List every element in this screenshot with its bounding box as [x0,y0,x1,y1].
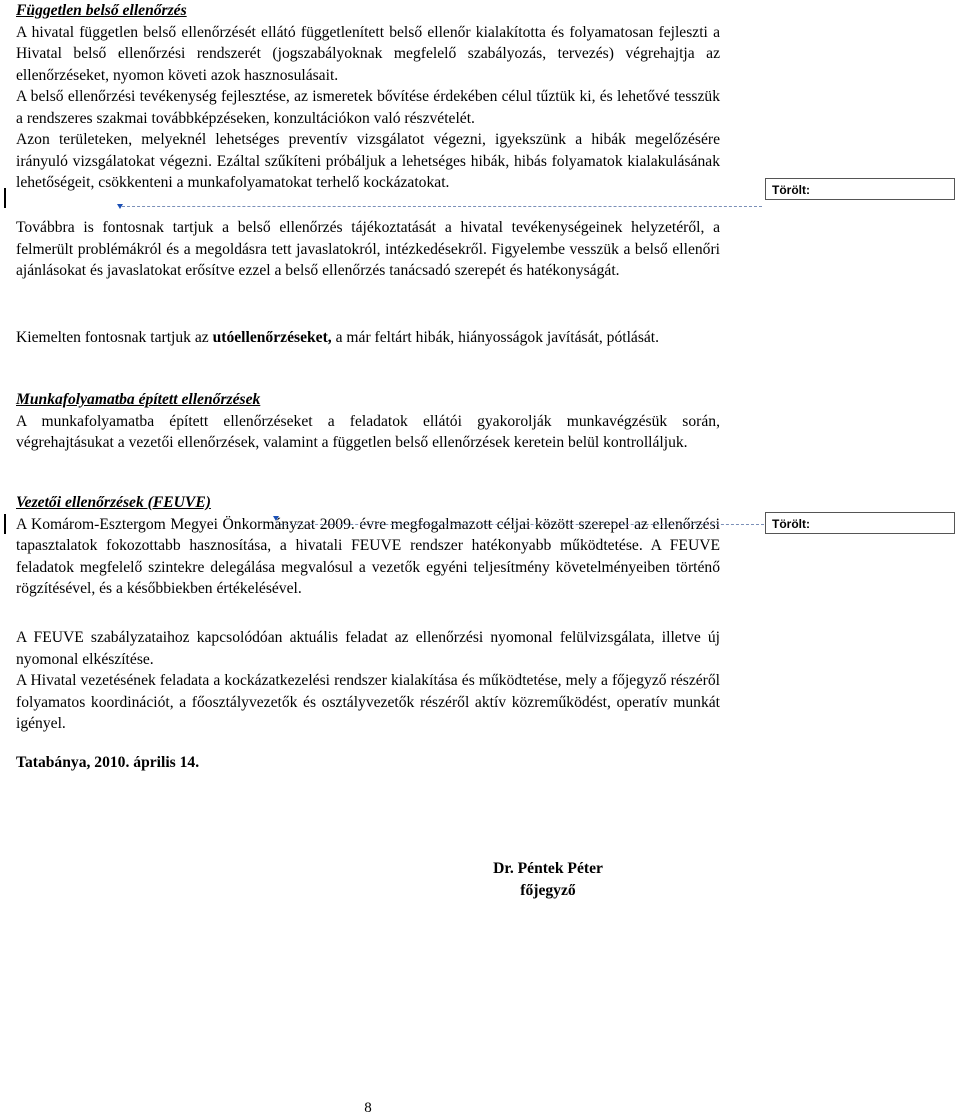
section-independent-audit [16,0,720,194]
paragraph: A hivatal független belső ellenőrzését ellátó függetlenített belső ellenőr kialakította és folyamatosan fejleszti a Hivatal belső ellenőrzési rendszerét (jogszabályoknak megfelelő szabályozás, tervezés) végrehajtja az ellenőrzéseket, nyomon követi azok hasznosulásait. [16,23,720,84]
signer-title: főjegyző [520,881,576,899]
text: a már feltárt hibák, hiányosságok javítását, pótlását. [331,329,660,346]
paragraph-follow-up [16,327,720,349]
heading-independent-audit: Független belső ellenőrzés [16,2,187,19]
place-date-text: Tatabánya, 2010. április 14. [16,754,200,771]
place-date [16,752,720,774]
paragraph: A Komárom-Esztergom Megyei Önkormányzat 2009. évre megfogalmazott céljai között szerepel az ellenőrzési tapasztalatok fokozottabb hasznosítása, a hivatali FEUVE rendszer hatékonyabb működtetése. A FEUVE feladatok megfelelő szintekre delegálása megvalósul a vezetők egyéni teljesítmény követelményeiben történő rögzítésével, és a későbbiekben értékelésével. [16,515,720,597]
text: Kiemelten fontosnak tartjuk az [16,329,213,346]
paragraph: Azon területeken, melyeknél lehetséges preventív vizsgálatot végezni, igyekszünk a hibák megelőzésére irányuló vizsgálatokat végezni. Ezáltal szűkíteni próbáljuk a lehetséges hibák, hibás folyamatok kialakulásának lehetőségeit, csökkenteni a munkafolyamatokat terhelő kockázatokat. [16,131,720,191]
section-independent-audit-cont [16,217,720,282]
comment-leader-line [280,524,764,525]
emphasis: utóellenőrzéseket, [212,329,332,346]
paragraph: A Hivatal vezetésének feladata a kockázatkezelési rendszer kialakítása és működtetése, mely a főjegyző részéről folyamatos koordinációt, a főosztályvezetők és osztályvezetők részéről aktív közreműködést, operatív munkát igényel. [16,672,720,732]
signature-block [440,858,656,901]
section-follow-up [16,327,720,349]
change-bar [4,188,6,208]
section-process-controls [16,389,720,454]
change-bar [4,514,6,534]
deleted-balloon[interactable]: Törölt: [765,178,955,200]
heading-process-controls: Munkafolyamatba épített ellenőrzések [16,391,261,408]
comment-leader-line [122,206,762,207]
signer-name: Dr. Péntek Péter [493,860,603,877]
heading-feuve: Vezetői ellenőrzések (FEUVE) [16,494,211,511]
page-number: 8 [364,1100,372,1116]
paragraph: A belső ellenőrzési tevékenység fejlesztése, az ismeretek bővítése érdekében célul tűztük ki, és lehetővé tesszük a rendszeres szakmai továbbképzéseken, konzultációkon való részvételét. [16,88,720,127]
paragraph: A munkafolyamatba épített ellenőrzéseket a feladatok ellátói gyakorolják munkavégzésük során, végrehajtásukat a vezetői ellenőrzések, valamint a független belső ellenőrzések keretein belül kontrolláljuk. [16,412,720,451]
deletion-marker-icon [273,516,279,521]
paragraph: Továbbra is fontosnak tartjuk a belső ellenőrzés tájékoztatását a hivatal tevékenységeinek helyzetéről, a felmerült problémákról és a megoldásra tett javaslatokról, intézkedésekről. Figyelembe vesszük a belső ellenőri ajánlásokat és javaslatokat erősítve ezzel a belső ellenőrzés tanácsadó szerepét és hatékonyságát. [16,219,720,279]
paragraph: A FEUVE szabályzataihoz kapcsolódóan aktuális feladat az ellenőrzési nyomonal felülvizsgálata, illetve új nyomonal elkészítése. [16,629,720,668]
section-feuve-cont [16,627,720,735]
section-feuve [16,492,720,600]
deleted-balloon[interactable]: Törölt: [765,512,955,534]
